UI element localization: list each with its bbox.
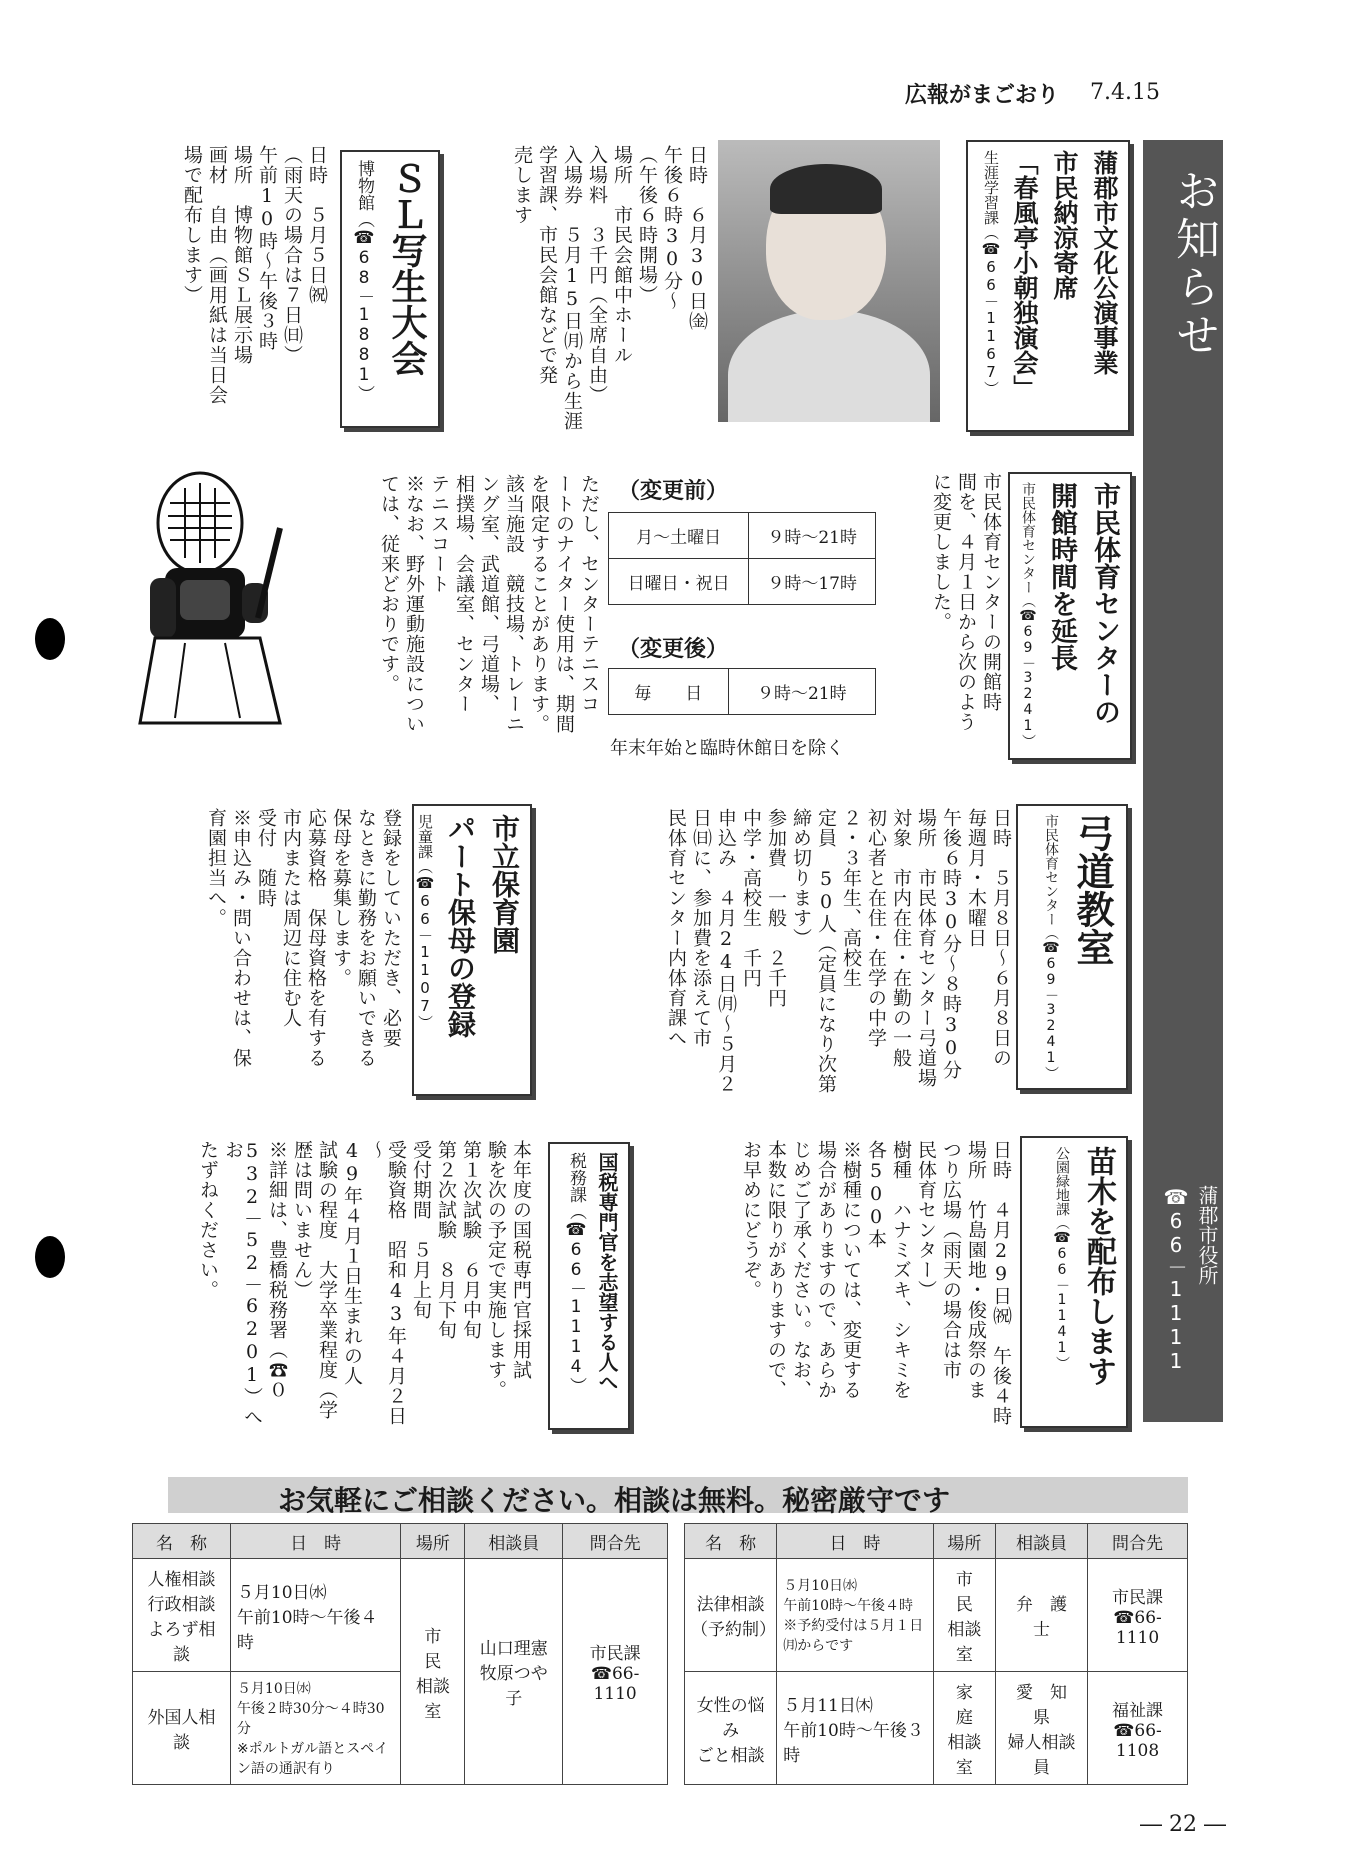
rakugo-line: 場所 市民会館中ホール	[611, 145, 633, 365]
gym-line: 該当施設 競技場、トレーニ	[503, 474, 525, 734]
saplings-dept: 公園緑地課（☎66－1141）	[1054, 1146, 1070, 1370]
consult-staff: 弁 護 士	[995, 1559, 1087, 1672]
consult-name: 女性の悩み ごと相談	[685, 1672, 777, 1785]
nursery-title-box	[412, 804, 532, 1096]
gym-line: ング室、武道館、弓道場、	[478, 474, 500, 714]
saplings-body	[640, 1140, 1010, 1432]
consultation-banner	[168, 1477, 1188, 1517]
gym-line: ては、従来どおりです。	[378, 474, 400, 694]
sl-title-box	[340, 150, 440, 428]
table-header-row	[133, 1524, 668, 1559]
gym-line: 相撲場、会議室、センター	[453, 474, 475, 714]
after-change-table	[608, 668, 876, 715]
col-header: 相談員	[465, 1524, 563, 1559]
table-cell: ９時～21時	[728, 669, 875, 715]
gym-body-2	[330, 474, 598, 764]
rakugo-title-box	[966, 140, 1130, 432]
kyudo-line: 日㈰に、参加費を添えて市	[690, 808, 712, 1048]
kyudo-line: 参加費 一般 ２千円	[765, 808, 787, 1008]
kyudo-title: 弓道教室	[1070, 814, 1114, 966]
kyudo-line: 申込み ４月24日㈪～５月２	[715, 808, 737, 1094]
saplings-line: ※樹種については、変更する	[840, 1140, 862, 1400]
nursery-line: ※申込み・問い合わせは、保	[230, 808, 252, 1068]
kyudo-line: 場所 市民体育センター弓道場	[915, 808, 937, 1088]
city-hall-contact	[1150, 1185, 1222, 1375]
gym-line: に変更しました。	[930, 472, 952, 632]
consult-table-left	[132, 1523, 668, 1785]
rakugo-line: 学習課、市民会館などで発	[536, 145, 558, 385]
page-number: ― 22 ―	[1140, 1812, 1226, 1837]
gym-line: ただし、センターテニスコ	[578, 474, 600, 714]
tax-title: 国税専門官を志望する人へ	[595, 1152, 619, 1392]
nursery-line: 保母を募集します。	[330, 808, 352, 988]
kyudo-line: 定員 50人（定員になり次第	[815, 808, 837, 1094]
tax-line: 試験の程度 大学卒業程度（学	[316, 1140, 338, 1420]
rakugo-title-1: 蒲郡市文化公演事業	[1090, 150, 1119, 375]
saplings-title-box	[1020, 1136, 1128, 1428]
table-cell: ９時～17時	[749, 559, 876, 605]
kyudo-line: 午後６時30分～８時30分	[940, 808, 962, 1080]
rakugo-dept: 生涯学習課（☎66－1167）	[982, 150, 1000, 396]
tax-line: 本年度の国税専門官採用試	[510, 1140, 532, 1380]
col-header: 名 称	[685, 1524, 777, 1559]
kendo-illustration	[130, 468, 310, 730]
tax-line: たずねください。	[197, 1140, 219, 1300]
saplings-line: つり広場（雨天の場合は市	[940, 1140, 962, 1380]
gym-line: ートのナイター使用は、期間	[553, 474, 575, 734]
tax-line: 験を次の予定で実施します。	[485, 1140, 507, 1400]
sl-line: （雨天の場合は７日㈰）	[281, 145, 303, 365]
col-header: 日 時	[777, 1524, 934, 1559]
table-row	[609, 513, 876, 559]
gym-line: テニスコート	[428, 474, 450, 594]
table-cell: ９時～21時	[749, 513, 876, 559]
kyudo-line: 中学・高校生 千円	[740, 808, 762, 988]
table-cell: 月～土曜日	[609, 513, 749, 559]
col-header: 名 称	[133, 1524, 231, 1559]
sl-title: ＳＬ写生大会	[386, 160, 427, 376]
before-change-label: （変更前）	[618, 479, 729, 504]
rakugo-line: （午後６時開場）	[636, 145, 658, 305]
consult-place: 家 庭 相談室	[933, 1672, 995, 1785]
col-header: 問合先	[563, 1524, 668, 1559]
kyudo-line: 民体育センター内体育課へ	[665, 808, 687, 1048]
publication-date: 7.4.15	[1090, 80, 1160, 105]
nursery-line: 応募資格 保母資格を有する	[305, 808, 327, 1068]
consult-date: ５月10日㈬ 午後２時30分～４時30分 ※ポルトガル語とスペイン語の通訳有り	[230, 1672, 400, 1785]
consult-staff: 山口理憲 牧原つや子	[465, 1559, 563, 1785]
rakugo-line: 入場券 ５月15日㈪から生涯	[561, 145, 583, 431]
performer-photo	[718, 140, 940, 422]
saplings-line: 民体育センター）	[915, 1140, 937, 1300]
tax-line: ※詳細は、豊橋税務署（☎０	[266, 1140, 288, 1400]
gym-body	[880, 472, 1000, 762]
nursery-line: 市内または周辺に住む人	[280, 808, 302, 1028]
saplings-line: 本数に限りがありますので、	[765, 1140, 787, 1400]
tax-line: 第２次試験 ８月下旬	[435, 1140, 457, 1340]
nursery-line: なときに勤務をお願いできる	[355, 808, 377, 1068]
consult-place: 市 民 相談室	[933, 1559, 995, 1672]
saplings-line: 場合がありますので、あらか	[815, 1140, 837, 1400]
saplings-line: 各500本	[865, 1140, 887, 1249]
gym-line: ※なお、野外運動施設につい	[403, 474, 425, 734]
banner-text: お気軽にご相談ください。相談は無料。秘密厳守です	[278, 1484, 951, 1517]
saplings-line: じめご了承ください。なお、	[790, 1140, 812, 1400]
sl-line: 日時 ５月５日㈷	[306, 145, 328, 305]
consult-date: ５月10日㈬ 午前10時～午後４時 ※予約受付は５月１日㈪からです	[777, 1559, 934, 1672]
gym-dept: 市民体育センター（☎69－3241）	[1020, 482, 1036, 748]
kyudo-line: 初心者と在住・在学の中学	[865, 808, 887, 1048]
col-header: 問合先	[1088, 1524, 1188, 1559]
table-cell: 日曜日・祝日	[609, 559, 749, 605]
table-row	[685, 1672, 1188, 1785]
nursery-line: 育園担当へ。	[205, 808, 227, 928]
publication-title: 広報がまごおり	[905, 82, 1060, 108]
table-row	[609, 559, 876, 605]
consult-staff: 愛 知 県 婦人相談員	[995, 1672, 1087, 1785]
table-row	[133, 1559, 668, 1672]
saplings-line: 樹種 ハナミズキ、シキミを	[890, 1140, 912, 1400]
tax-body	[130, 1140, 530, 1432]
tax-line: 受付期間 ５月上旬	[410, 1140, 432, 1320]
rakugo-title-3: 「春風亭小朝独演会」	[1010, 150, 1039, 400]
rakugo-line: 午後６時30分～	[661, 145, 683, 311]
col-header: 相談員	[995, 1524, 1087, 1559]
nursery-line: 受付 随時	[255, 808, 277, 908]
tax-line: 532－52－6201）へお	[222, 1140, 263, 1427]
kyudo-body	[540, 808, 1010, 1098]
consult-name: 法律相談 （予約制）	[685, 1559, 777, 1672]
gym-table-note: 年末年始と臨時休館日を除く	[610, 738, 844, 759]
sl-dept: 博物館（☎68－1881）	[354, 160, 374, 402]
saplings-line: お早めにどうぞ。	[740, 1140, 762, 1300]
gym-line: 市民体育センターの開館時	[980, 472, 1002, 712]
consult-contact: 市民課 ☎66-1110	[1088, 1559, 1188, 1672]
sl-line: 画材 自由（画用紙は当日会	[206, 145, 228, 405]
table-cell: 毎 日	[609, 669, 729, 715]
consult-name: 人権相談 行政相談 よろず相談	[133, 1559, 231, 1672]
consult-name: 外国人相談	[133, 1672, 231, 1785]
col-header: 場所	[933, 1524, 995, 1559]
kyudo-title-box	[1016, 804, 1128, 1090]
city-hall-name: 蒲郡市役所	[1195, 1185, 1219, 1285]
col-header: 日 時	[230, 1524, 400, 1559]
kyudo-line: 対象 市内在住・在勤の一般	[890, 808, 912, 1068]
tax-title-box	[548, 1142, 630, 1430]
rakugo-body	[440, 145, 706, 445]
kyudo-dept: 市民体育センター（☎69－3241）	[1043, 814, 1059, 1080]
rakugo-line: 日時 ６月30日㈮	[686, 145, 708, 331]
consult-contact: 市民課 ☎66-1110	[563, 1559, 668, 1785]
gym-title-1: 市民体育センターの	[1089, 482, 1120, 725]
kyudo-line: 締め切ります）	[790, 808, 812, 948]
gym-title-2: 開館時間を延長	[1046, 482, 1077, 671]
kyudo-line: 日時 ５月８日～６月８日の	[990, 808, 1012, 1068]
nursery-dept: 児童課（☎66－1107）	[416, 814, 434, 1030]
before-change-table	[608, 512, 876, 605]
rakugo-title-2: 市民納涼寄席	[1050, 150, 1079, 300]
rakugo-line: 売します	[511, 145, 533, 225]
sl-line: 場所 博物館ＳＬ展示場	[231, 145, 253, 365]
binder-hole	[35, 1236, 65, 1278]
binder-hole	[35, 618, 65, 660]
consult-date: ５月10日㈬ 午前10時～午後４時	[230, 1559, 400, 1672]
tax-line: 49年４月１日生まれの人	[341, 1140, 363, 1386]
nursery-body	[130, 808, 400, 1098]
consult-table-right	[684, 1523, 1188, 1785]
nursery-line: 登録をしていただき、必要	[380, 808, 402, 1048]
col-header: 場所	[401, 1524, 465, 1559]
gym-line: を限定することがあります。	[528, 474, 550, 734]
consult-place: 市 民 相談室	[401, 1559, 465, 1785]
after-change-label: （変更後）	[618, 637, 729, 662]
tax-line: 第１次試験 ６月中旬	[460, 1140, 482, 1340]
table-row	[685, 1559, 1188, 1672]
photo-hair	[770, 164, 882, 214]
consult-contact: 福祉課 ☎66-1108	[1088, 1672, 1188, 1785]
photo-body	[728, 310, 930, 422]
saplings-title: 苗木を配布します	[1081, 1146, 1116, 1386]
kyudo-line: ２・３年生、高校生	[840, 808, 862, 988]
tax-line: 受験資格 昭和43年４月２日～	[366, 1140, 407, 1426]
rakugo-line: 入場料 ３千円（全席自由）	[586, 145, 608, 405]
sl-line: 場で配布します）	[181, 145, 203, 305]
saplings-line: 日時 ４月29日㈷ 午後４時	[990, 1140, 1012, 1426]
kyudo-line: 毎週月・木曜日	[965, 808, 987, 948]
gym-line: 間を、４月１日から次のよう	[955, 472, 977, 732]
saplings-line: 場所 竹島園地・俊成祭のま	[965, 1140, 987, 1400]
table-header-row	[685, 1524, 1188, 1559]
sl-body	[130, 145, 326, 445]
nursery-title-2: パート保母の登録	[444, 814, 477, 1038]
tax-line: 歴は問いません）	[291, 1140, 313, 1300]
tax-dept: 税務課（☎66－1114）	[566, 1152, 586, 1394]
city-hall-phone: ☎66－1111	[1164, 1185, 1188, 1373]
consult-date: ５月11日㈭ 午前10時～午後３時	[777, 1672, 934, 1785]
sidebar-label: お知らせ	[1168, 168, 1219, 360]
gym-title-box	[1008, 472, 1132, 760]
table-row	[609, 669, 876, 715]
sl-line: 午前10時～午後３時	[256, 145, 278, 351]
nursery-title-1: 市立保育園	[488, 814, 521, 954]
